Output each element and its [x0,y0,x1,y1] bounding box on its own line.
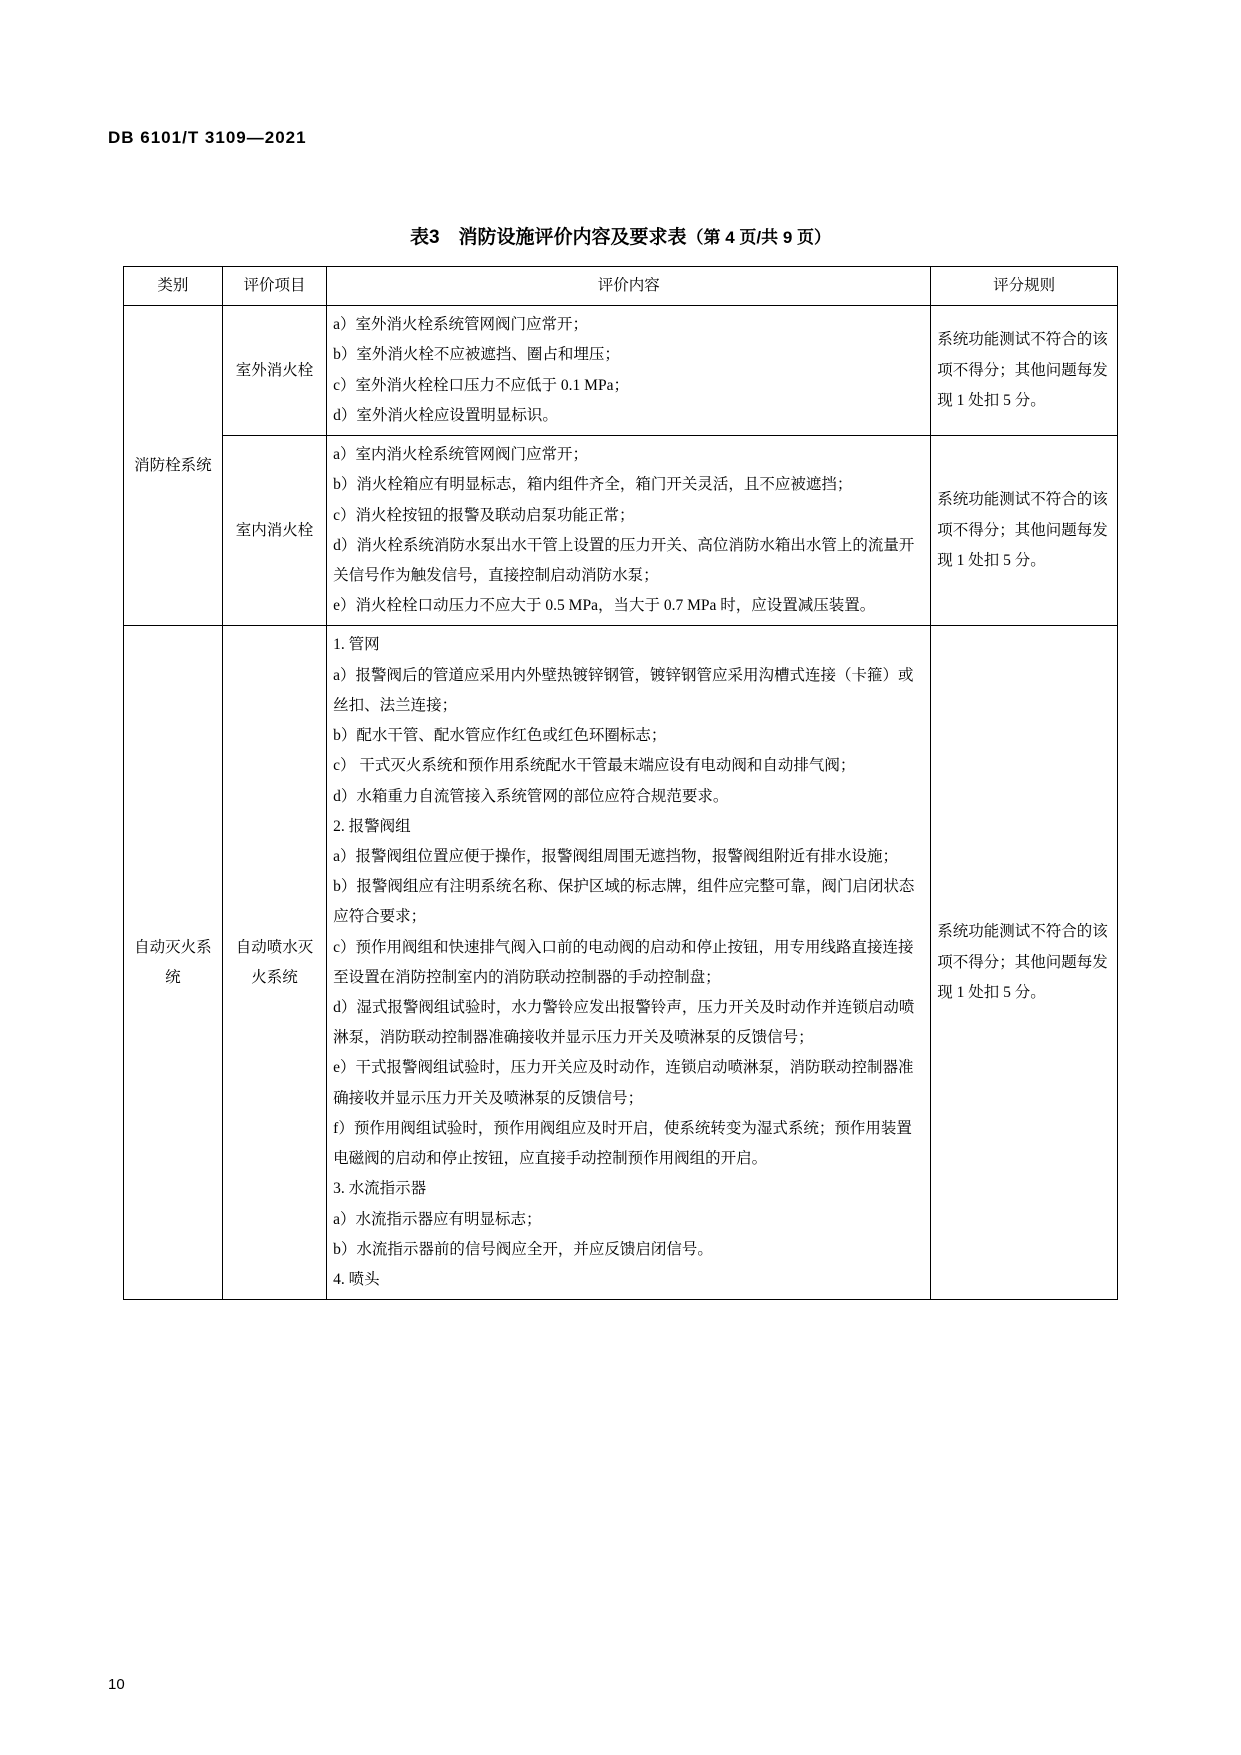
content-line: a）报警阀后的管道应采用内外壁热镀锌钢管，镀锌钢管应采用沟槽式连接（卡箍）或丝扣、法兰连接； [333,666,914,714]
content-line: a）水流指示器应有明显标志； [333,1210,542,1228]
content-line: 2. 报警阀组 [333,817,411,835]
content-line: b）室外消火栓不应被遮挡、圈占和埋压； [333,346,620,364]
cell-content [327,306,931,436]
cell-item: 室外消火栓 [222,306,326,436]
table-header-row [124,267,1118,306]
cell-item: 室内消火栓 [222,436,326,626]
content-line: b）配水干管、配水管应作红色或红色环圈标志； [333,727,667,745]
column-header-item: 评价项目 [222,267,326,306]
table-caption-main: 表3 消防设施评价内容及要求表 [409,227,687,248]
column-header-category: 类别 [124,267,223,306]
content-line: 1. 管网 [333,636,380,654]
content-line: c）消火栓按钮的报警及联动启泵功能正常； [333,506,635,524]
cell-rule: 系统功能测试不符合的该项不得分；其他问题每发现 1 处扣 5 分。 [931,626,1118,1300]
content-line: d）水箱重力自流管接入系统管网的部位应符合规范要求。 [333,787,729,805]
page-number: 10 [108,1676,125,1693]
cell-content [327,626,931,1300]
content-line: a）室外消火栓系统管网阀门应常开； [333,316,589,334]
content-line: c）预作用阀组和快速排气阀入口前的电动阀的启动和停止按钮，用专用线路直接连接至设置在消防控制室内的消防联动控制器的手动控制盘； [333,938,914,986]
content-line: b）水流指示器前的信号阀应全开，并应反馈启闭信号。 [333,1240,713,1258]
table-row [124,436,1118,626]
cell-rule: 系统功能测试不符合的该项不得分；其他问题每发现 1 处扣 5 分。 [931,436,1118,626]
table-caption [0,222,1241,249]
content-line: e）干式报警阀组试验时，压力开关应及时动作，连锁启动喷淋泵，消防联动控制器准确接收并显示压力开关及喷淋泵的反馈信号； [333,1059,914,1107]
content-line: 4. 喷头 [333,1271,380,1288]
content-line: c） 干式灭火系统和预作用系统配水干管最末端应设有电动阀和自动排气阀； [333,757,856,775]
cell-item: 自动喷水灭火系统 [222,626,326,1300]
table-row [124,306,1118,436]
page-header-standard-code: DB 6101/T 3109—2021 [108,128,307,147]
cell-category: 自动灭火系统 [124,626,223,1300]
content-line: d）消火栓系统消防水泵出水干管上设置的压力开关、高位消防水箱出水管上的流量开关信号作为触发信号，直接控制启动消防水泵； [333,536,915,584]
content-line: d）室外消火栓应设置明显标识。 [333,406,558,424]
cell-content [327,436,931,626]
cell-category: 消防栓系统 [124,306,223,626]
evaluation-table [123,266,1118,1300]
content-line: 3. 水流指示器 [333,1180,427,1198]
content-line: b）消火栓箱应有明显标志，箱内组件齐全，箱门开关灵活，且不应被遮挡； [333,476,853,494]
table-row [124,626,1118,1300]
column-header-rule: 评分规则 [931,267,1118,306]
cell-rule: 系统功能测试不符合的该项不得分；其他问题每发现 1 处扣 5 分。 [931,306,1118,436]
content-line: b）报警阀组应有注明系统名称、保护区域的标志牌，组件应完整可靠，阀门启闭状态应符合要求； [333,878,915,926]
content-line: a）室内消火栓系统管网阀门应常开； [333,446,589,464]
content-line: c）室外消火栓栓口压力不应低于 0.1 MPa； [333,376,629,394]
content-line: d）湿式报警阀组试验时，水力警铃应发出报警铃声，压力开关及时动作并连锁启动喷淋泵，消防联动控制器准确接收并显示压力开关及喷淋泵的反馈信号； [333,999,915,1047]
table-caption-pagination: （第 4 页/共 9 页） [686,228,832,247]
column-header-content: 评价内容 [327,267,931,306]
content-line: f）预作用阀组试验时，预作用阀组应及时开启，使系统转变为湿式系统；预作用装置电磁阀的启动和停止按钮，应直接手动控制预作用阀组的开启。 [333,1119,912,1168]
content-line: e）消火栓栓口动压力不应大于 0.5 MPa，当大于 0.7 MPa 时，应设置减压装置。 [333,597,876,615]
content-line: a）报警阀组位置应便于操作，报警阀组周围无遮挡物，报警阀组附近有排水设施； [333,847,899,865]
